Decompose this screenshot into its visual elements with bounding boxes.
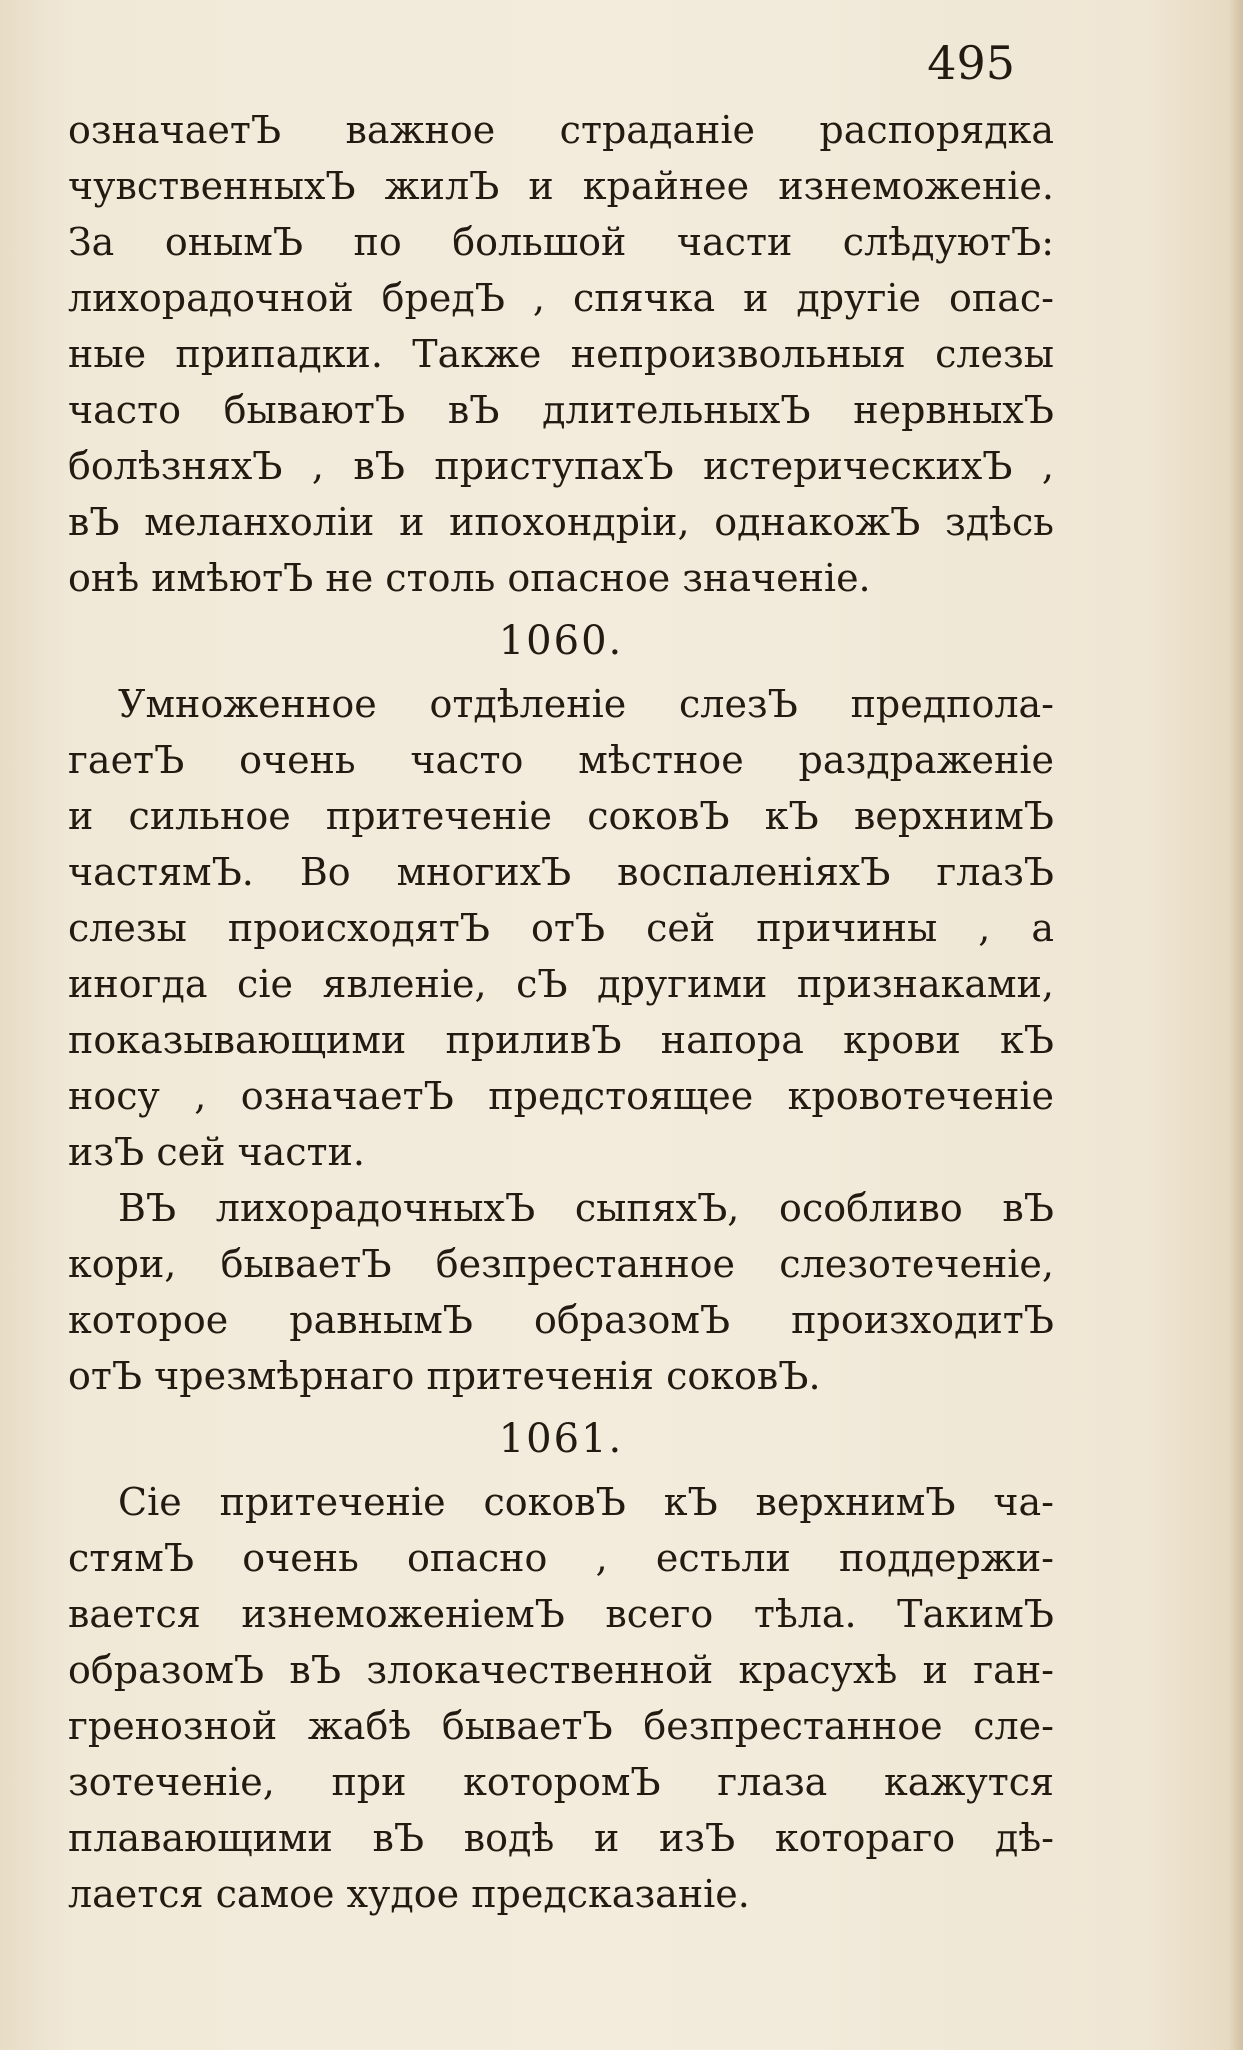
text-line: лихорадочной бредЪ , спячка и другіе опас-: [68, 276, 1054, 320]
paragraph: [68, 1474, 1054, 1922]
text-line: носу , означаетЪ предстоящее кровотеченіе: [68, 1074, 1054, 1118]
text-line: означаетЪ важное страданіе распорядка: [68, 108, 1054, 152]
page-edge: [1229, 0, 1243, 2050]
text-line: отЪ чрезмѣрнаго притеченія соковЪ.: [68, 1354, 821, 1398]
text-line: гренозной жабѣ бываетЪ безпрестанное сле-: [68, 1704, 1054, 1748]
text-line: ВЪ лихорадочныхЪ сыпяхЪ, особливо вЪ: [118, 1186, 1054, 1230]
page-body: [68, 102, 1054, 1922]
text-line: болѣзняхЪ , вЪ приступахЪ истерическихЪ ,: [68, 444, 1054, 488]
page-number: 495: [927, 36, 1015, 90]
text-line: Сіе притеченіе соковЪ кЪ верхнимЪ ча-: [118, 1480, 1054, 1524]
text-line: и сильное притеченіе соковЪ кЪ верхнимЪ: [68, 794, 1054, 838]
text-line: вается изнеможеніемЪ всего тѣла. ТакимЪ: [68, 1592, 1054, 1636]
text-line: зотеченіе, при которомЪ глаза кажутся: [68, 1760, 1054, 1804]
text-line: слезы происходятЪ отЪ сей причины , а: [68, 906, 1054, 950]
text-line: вЪ меланхоліи и ипохондріи, однакожЪ здѣсь: [68, 500, 1054, 544]
text-line: Умноженное отдѣленіе слезЪ предпола-: [118, 682, 1054, 726]
text-line: гаетЪ очень часто мѣстное раздраженіе: [68, 738, 1054, 782]
text-line: показывающими приливЪ напора крови кЪ: [68, 1018, 1054, 1062]
text-line: стямЪ очень опасно , естьли поддержи-: [68, 1536, 1054, 1580]
text-line: ные припадки. Также непроизвольныя слезы: [68, 332, 1054, 376]
paragraph: [68, 676, 1054, 1180]
text-line: образомЪ вЪ злокачественной красухѣ и ган-: [68, 1648, 1054, 1692]
text-line: иногда сіе явленіе, сЪ другими признаками,: [68, 962, 1054, 1006]
text-line: плавающими вЪ водѣ и изЪ котораго дѣ-: [68, 1816, 1054, 1860]
text-line: которое равнымЪ образомЪ произходитЪ: [68, 1298, 1054, 1342]
text-line: изЪ сей части.: [68, 1130, 365, 1174]
text-line: частямЪ. Во многихЪ воспаленіяхЪ глазЪ: [68, 850, 1054, 894]
section-number-1060: 1060.: [498, 618, 624, 664]
text-line: лается самое худое предсказаніе.: [68, 1872, 750, 1916]
section-number-1061: 1061.: [498, 1416, 624, 1462]
paragraph: [68, 1180, 1054, 1404]
text-line: За онымЪ по большой части слѣдуютЪ:: [68, 220, 1054, 264]
paragraph: [68, 102, 1054, 606]
text-line: онѣ имѣютЪ не столь опасное значеніе.: [68, 556, 871, 600]
text-line: часто бываютЪ вЪ длительныхЪ нервныхЪ: [68, 388, 1054, 432]
text-line: чувственныхЪ жилЪ и крайнее изнеможеніе.: [68, 164, 1054, 208]
text-line: кори, бываетЪ безпрестанное слезотеченіе,: [68, 1242, 1054, 1286]
